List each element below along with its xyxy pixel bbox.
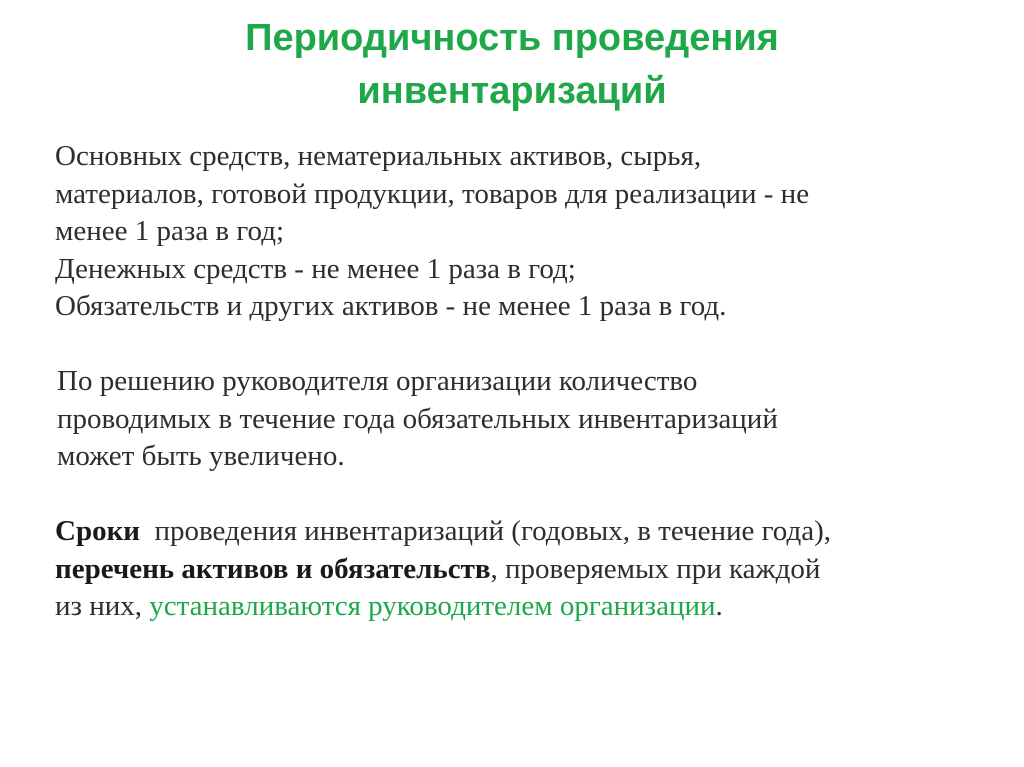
para3-bold-term: Сроки (55, 515, 140, 547)
para3-green-text: устанавливаются руководителем организации (149, 590, 716, 622)
para3-line2 (55, 551, 995, 589)
para2-line2: проводимых в течение года обязательных инвентаризаций (57, 402, 778, 435)
para2-line1: По решению руководителя организации количество (57, 365, 698, 397)
para3-bold-list: перечень активов и обязательств (55, 552, 491, 585)
para1-line2: материалов, готовой продукции, товаров для реализации - не (55, 177, 810, 210)
para3-text-2: , проверяемых при каждой (490, 552, 821, 585)
title-line-2: инвентаризаций (357, 70, 667, 112)
para3-line1 (55, 513, 995, 551)
para1-line4: Денежных средств - не менее 1 раза в год; (55, 252, 576, 285)
para3-line3 (55, 588, 995, 626)
para3-end: . (715, 590, 723, 622)
slide-title (0, 12, 1024, 118)
para1-line5: Обязательств и других активов - не менее 1 раза в год. (55, 290, 727, 322)
para1-line1: Основных средств, нематериальных активов, сырья, (55, 140, 702, 172)
para2-line3: может быть увеличено. (57, 440, 345, 472)
para3-text-3: из них, (55, 590, 150, 622)
spacer (55, 326, 995, 364)
spacer (55, 476, 995, 514)
slide-body (55, 138, 995, 626)
para3-text-1: проведения инвентаризаций (годовых, в течение года), (140, 515, 831, 547)
title-line-1: Периодичность проведения (245, 17, 779, 59)
para1-line3: менее 1 раза в год; (55, 215, 285, 247)
